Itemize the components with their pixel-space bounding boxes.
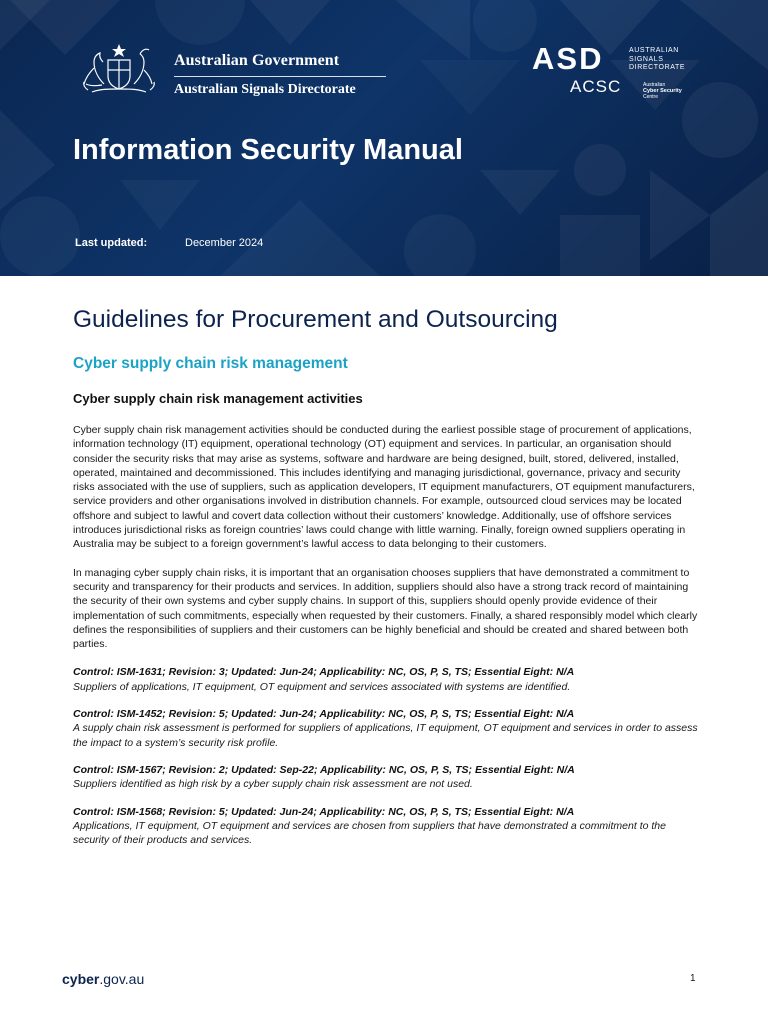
- acsc-wordmark: ACSC: [570, 77, 622, 96]
- last-updated-label: Last updated:: [75, 237, 148, 249]
- asd-acsc-logo: [532, 42, 702, 102]
- control-text: Applications, IT equipment, OT equipment and services are chosen from suppliers that have demonstrated a commitment to the security of their products and services.: [73, 819, 666, 847]
- paragraph: In managing cyber supply chain risks, it is important that an organisation chooses suppliers that have demonstrated a commitment to security and transparency for their products and services. In addition, suppliers should also have a strong track record of maintaining the security of their own systems and cyber supply chains. In support of this, suppliers should openly provide evidence of their implementation of such commitments, especially when requested by their customers. Finally, a shared responsibly model which clearly defines the responsibilities of suppliers and their customers can be highly beneficial and should be created and shared between both parties.: [73, 566, 698, 651]
- last-updated-value: December 2024: [185, 237, 264, 249]
- government-title: Australian Government: [174, 52, 386, 77]
- control-title: Control: ISM-1452; Revision: 5; Updated: Jun-24; Applicability: NC, OS, P, S, TS; Essential Eight: N/A: [73, 708, 575, 721]
- control-title: Control: ISM-1567; Revision: 2; Updated: Sep-22; Applicability: NC, OS, P, S, TS; Essential Eight: N/A: [73, 763, 575, 776]
- control-text: A supply chain risk assessment is performed for suppliers of applications, IT equipment, OT equipment and services in order to assess the impact to a system’s security risk profile.: [73, 722, 698, 749]
- control-title: Control: ISM-1631; Revision: 3; Updated: Jun-24; Applicability: NC, OS, P, S, TS; Essential Eight: N/A: [73, 666, 575, 679]
- sub-heading: Cyber supply chain risk management activities: [73, 391, 363, 406]
- control-title: Control: ISM-1568; Revision: 5; Updated: Jun-24; Applicability: NC, OS, P, S, TS; Essential Eight: N/A: [73, 805, 575, 818]
- footer-website-link[interactable]: cyber.gov.au: [62, 971, 145, 987]
- control-item: [73, 665, 698, 694]
- control-item: [73, 707, 698, 750]
- document-body: [73, 306, 698, 860]
- page-number: 1: [690, 973, 696, 984]
- control-item: [73, 763, 698, 792]
- page-heading: Guidelines for Procurement and Outsourcing: [73, 306, 558, 333]
- government-logo-text: [174, 52, 386, 98]
- asd-subtitle: AUSTRALIAN SIGNALS DIRECTORATE: [629, 47, 686, 71]
- section-heading: Cyber supply chain risk management: [73, 355, 348, 372]
- coat-of-arms-icon: [72, 40, 166, 98]
- agency-name: Australian Signals Directorate: [174, 82, 356, 97]
- paragraph: Cyber supply chain risk management activities should be conducted during the earliest possible stage of procurement of applications, information technology (IT) equipment, operational technology (OT) equipment and services. In particular, an organisation should consider the security risks that may arise as systems, software and hardware are being designed, built, stored, delivered, installed, operated, maintained and decommissioned. This includes identifying and managing jurisdictional, governance, privacy and security risks associated with the use of suppliers, such as application developers, IT equipment manufacturers, OT equipment manufacturers, service providers and other organisations involved in distribution channels. For example, outsourced cloud services may be located offshore and subject to lawful and covert data collection without their customers’ knowledge. Additionally, use of offshore services introduces jurisdictional risks as foreign countries’ laws could change with little warning. Finally, foreign owned suppliers operating in Australia may be subject to a foreign government’s lawful access to data belonging to their customers.: [73, 424, 695, 551]
- acsc-subtitle: Australian Cyber Security Centre: [643, 82, 682, 100]
- control-item: [73, 805, 698, 848]
- control-text: Suppliers of applications, IT equipment, OT equipment and services associated with systems are identified.: [73, 680, 571, 693]
- control-text: Suppliers identified as high risk by a cyber supply chain risk assessment are not used.: [73, 778, 473, 791]
- document-title: Information Security Manual: [73, 134, 463, 166]
- asd-wordmark: ASD: [532, 41, 604, 76]
- header-banner: [0, 0, 768, 276]
